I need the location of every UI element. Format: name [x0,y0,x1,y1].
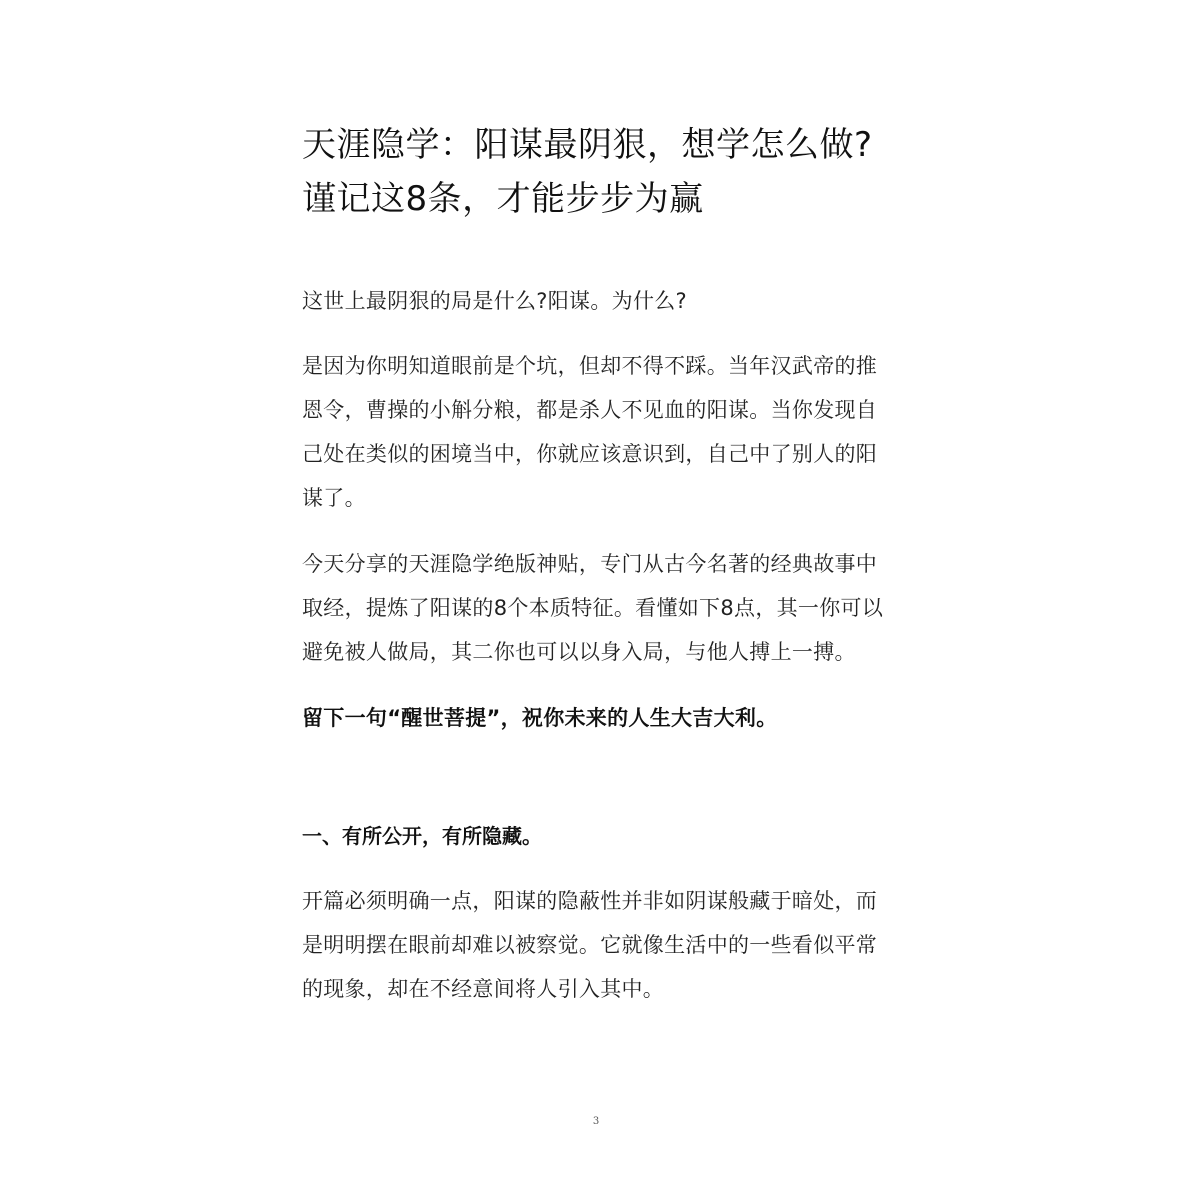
article-body [302,118,898,1011]
page-number: 3 [592,1116,600,1127]
intro-paragraph: 这世上最阴狠的局是什么?阳谋。为什么? [302,289,687,313]
section-heading-1: 一、有所公开，有所隐藏。 [302,824,542,848]
section-1-paragraph: 开篇必须明确一点，阳谋的隐蔽性并非如阴谋般藏于暗处，而是明明摆在眼前却难以被察觉。它就像生活中的一些看似平常的现象，却在不经意间将人引入其中。 [302,889,878,1001]
paragraph-sharing-intro: 今天分享的天涯隐学绝版神贴，专门从古今名著的经典故事中取经，提炼了阳谋的8个本质特征。看懂如下8点，其一你可以避免被人做局，其二你也可以以身入局，与他人搏上一搏。 [302,552,884,664]
article-title: 天涯隐学：阳谋最阴狠，想学怎么做?谨记这8条，才能步步为赢 [302,125,873,219]
bold-blessing-line: 留下一句“醒世菩提”，祝你未来的人生大吉大利。 [302,706,778,730]
paragraph-yangmou-examples: 是因为你明知道眼前是个坑，但却不得不踩。当年汉武帝的推恩令，曹操的小斛分粮，都是杀人不见血的阳谋。当你发现自己处在类似的困境当中，你就应该意识到，自己中了别人的阳谋了。 [302,354,878,510]
